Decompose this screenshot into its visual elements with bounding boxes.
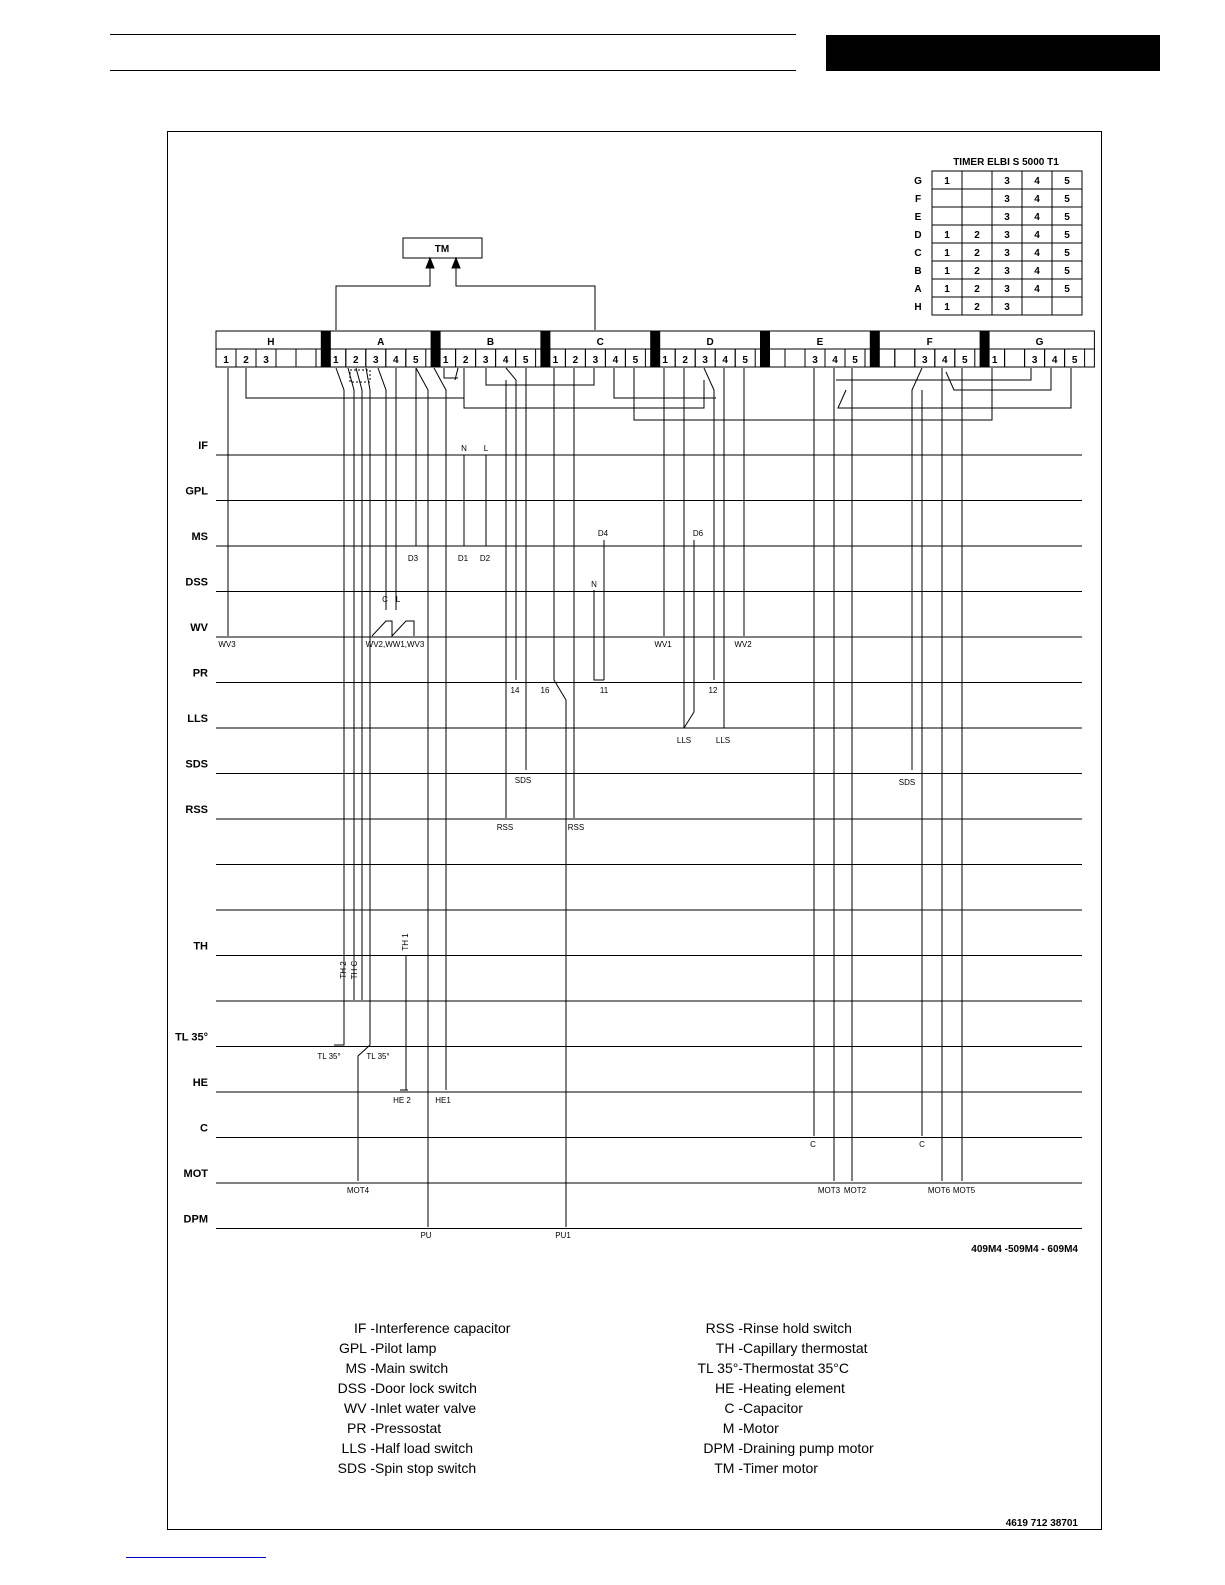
cam-terminal-number: 1 (662, 355, 668, 366)
cam-terminal-number: 4 (942, 355, 948, 366)
timer-table-cell-value: 3 (1004, 266, 1010, 277)
timer-table-cell-value: 5 (1064, 212, 1070, 223)
timer-table-cell-value: 5 (1064, 194, 1070, 205)
wire-label: LLS (676, 736, 692, 745)
cam-terminal-number: 5 (852, 355, 858, 366)
wire-label: WV1 (654, 640, 672, 649)
legend-text: Inlet water valve (375, 1400, 477, 1416)
timer-table-cell-value: 1 (944, 176, 950, 187)
cam-terminal-number: 4 (393, 355, 399, 366)
timer-table-cell (932, 207, 962, 225)
legend-text: Thermostat 35°C (743, 1360, 849, 1376)
timer-table-cell-value: 2 (974, 284, 980, 295)
timer-table-cell-value: 3 (1004, 212, 1010, 223)
legend-key: RSS - (705, 1320, 743, 1336)
timer-table-title: TIMER ELBI S 5000 T1 (953, 157, 1059, 168)
legend-key: HE - (715, 1380, 743, 1396)
timer-table-row-label: C (914, 248, 922, 259)
timer-table-cell-value: 4 (1034, 212, 1040, 223)
cam-terminal-number: 3 (1031, 355, 1038, 366)
wire-label: D4 (597, 529, 609, 538)
tm-arrow-left (426, 258, 434, 268)
wire-label: WV3 (218, 640, 236, 649)
wire-label: MOT2 (843, 1186, 867, 1195)
wire-label: TH 1 (401, 933, 410, 951)
rail-label: LLS (187, 713, 208, 725)
wire-label: MOT5 (952, 1186, 976, 1195)
timer-table-cell-value: 2 (974, 302, 980, 313)
cam-terminal-number: 3 (373, 355, 379, 366)
wire-a3-c (378, 368, 386, 610)
cam-label-h: H (267, 337, 275, 348)
timer-table-cell-value: 3 (1004, 248, 1010, 259)
cam-terminal-number: 3 (922, 355, 928, 366)
legend-text: Capacitor (743, 1400, 803, 1416)
wire-a5-pu (416, 368, 428, 1227)
legend-text: Main switch (375, 1360, 449, 1376)
wire-label: LLS (715, 736, 731, 745)
timer-table-row-label: A (914, 284, 922, 295)
wire-label: C (810, 1140, 816, 1149)
wv-symbol (372, 621, 414, 636)
timer-table-cell-value: 2 (974, 230, 980, 241)
timer-table-cell (962, 189, 992, 207)
wire-label: D6 (692, 529, 704, 538)
wiring-lines (228, 238, 1071, 1227)
wire-label: WV2,WW1,WV3 (365, 640, 425, 649)
wire-d3-12 (704, 368, 714, 680)
wire-a1-tl35 (334, 368, 344, 1045)
cam-terminal-number: 5 (962, 355, 968, 366)
cam-label-a: A (377, 337, 385, 348)
wire-label: 12 (708, 686, 718, 695)
wire-b4-14 (506, 368, 516, 680)
timer-table-cell-value: 2 (974, 266, 980, 277)
cam-separator (980, 331, 990, 367)
legend-key: WV - (343, 1400, 375, 1416)
wire-label: TH 2 (339, 961, 348, 979)
wire-label: RSS (496, 823, 514, 832)
wire-label: SDS (898, 778, 916, 787)
wire-label: N (461, 444, 467, 453)
timer-table-cell-value: 3 (1004, 230, 1010, 241)
wire-label: N (591, 580, 597, 589)
cam-terminal-number: 5 (742, 355, 748, 366)
legend-text: Pressostat (375, 1420, 442, 1436)
legend-row (690, 1458, 874, 1478)
wire-b1-he1 (434, 368, 446, 1090)
legend-key: M - (722, 1420, 743, 1436)
legend-row (690, 1338, 874, 1358)
cam-terminal-number: 4 (502, 355, 509, 366)
cam-terminal-number: 3 (263, 355, 269, 366)
legend-text: Motor (743, 1420, 779, 1436)
legend-key: DPM - (703, 1440, 743, 1456)
cam-terminal-number: 3 (702, 355, 708, 366)
tm-wire-left (336, 262, 430, 330)
legend-key: TL 35°- (697, 1360, 743, 1376)
wire-f3-sds (912, 368, 922, 770)
legend-text: Draining pump motor (743, 1440, 874, 1456)
legend-key: MS - (345, 1360, 375, 1376)
timer-table-cell-value: 2 (974, 248, 980, 259)
cam-terminal-number: 5 (632, 355, 639, 366)
legend-text: Capillary thermostat (743, 1340, 868, 1356)
legend-row (320, 1378, 510, 1398)
legend-row (690, 1418, 874, 1438)
wire-label: MOT6 (927, 1186, 951, 1195)
timer-table-cell-value: 1 (944, 284, 950, 295)
wire-label: WV2 (734, 640, 752, 649)
legend-left (320, 1318, 510, 1478)
wire-label: PU (420, 1231, 432, 1240)
timer-table-cell-value: 4 (1034, 194, 1040, 205)
cam-terminal (785, 349, 805, 367)
rail-label: IF (198, 440, 208, 452)
cam-terminal-number: 2 (572, 355, 579, 366)
wire-label: MOT3 (817, 1186, 841, 1195)
wire-label: RSS (567, 823, 585, 832)
cam-label-f: F (926, 337, 933, 348)
cam-terminal-number: 2 (353, 355, 359, 366)
legend-row (320, 1338, 510, 1358)
legend-key: DSS - (337, 1380, 375, 1396)
legend-row (690, 1358, 874, 1378)
wire-label: C (382, 595, 388, 604)
cam-label-d: D (706, 337, 714, 348)
timer-table-cell-value: 4 (1034, 176, 1040, 187)
document-number: 4619 712 38701 (1005, 1518, 1078, 1529)
cam-terminal-number: 2 (682, 355, 688, 366)
legend-text: Door lock switch (375, 1380, 477, 1396)
rail-label: SDS (185, 758, 208, 771)
wire-label: TL 35° (366, 1052, 390, 1061)
legend-row (690, 1438, 874, 1458)
cam-terminal (296, 349, 316, 367)
cam-terminal-number: 1 (333, 355, 339, 366)
timer-table-cell-value: 5 (1064, 284, 1070, 295)
legend-row (690, 1318, 874, 1338)
cam-terminal-number: 5 (413, 355, 419, 366)
footer-link-underline[interactable] (126, 1557, 266, 1558)
legend-text: Spin stop switch (375, 1460, 477, 1476)
tm-arrow-right (452, 258, 460, 268)
timer-table-cell-value: 1 (944, 230, 950, 241)
timer-table-row-label: G (914, 176, 922, 187)
wire-dss-n-11 (594, 590, 604, 680)
wire-label: L (395, 595, 401, 604)
wire-label: PU1 (555, 1231, 571, 1240)
rail-label: TH (193, 940, 208, 953)
legend-row (690, 1398, 874, 1418)
bus-b3-to-c3 (486, 368, 594, 385)
wire-c1-pu1 (554, 368, 566, 1227)
legend-row (320, 1458, 510, 1478)
wire-label: TL 35° (317, 1052, 341, 1061)
cam-terminal-number: 1 (442, 355, 449, 366)
legend-row (690, 1378, 874, 1398)
legend-text: Half load switch (375, 1440, 474, 1456)
cam-separator (870, 331, 880, 367)
bus-c5-to-g1 (634, 368, 992, 420)
timer-table-cell-value: 4 (1034, 284, 1040, 295)
timer-table-cell-value: 5 (1064, 176, 1070, 187)
rail-label: GPL (185, 485, 208, 498)
cam-terminal-number: 5 (1071, 355, 1078, 366)
cam-terminal-number: 3 (812, 355, 818, 366)
legend-key: TH - (715, 1340, 743, 1356)
cam-label-c: C (596, 337, 604, 348)
cam-terminal-number: 3 (592, 355, 599, 366)
legend-text: Heating element (743, 1380, 845, 1396)
timer-table-row-label: F (914, 194, 922, 205)
legend-key: TM - (714, 1460, 743, 1476)
rail-label: DPM (183, 1213, 208, 1226)
timer-table-row-label: H (914, 302, 922, 313)
legend-right (690, 1318, 874, 1478)
wire-label: HE 2 (393, 1096, 411, 1105)
timer-table-cell-value: 4 (1034, 248, 1040, 259)
legend-key: C - (724, 1400, 743, 1416)
legend-text: Timer motor (743, 1460, 818, 1476)
wire-label: D2 (479, 554, 491, 563)
legend-text: Rinse hold switch (743, 1320, 852, 1336)
rail-label: RSS (185, 804, 208, 816)
cam-terminal-number: 1 (223, 355, 229, 366)
cam-terminal-number: 1 (991, 355, 998, 366)
legend-key: IF - (354, 1320, 375, 1336)
cam-separator (650, 331, 660, 367)
timer-table-row-label: B (914, 266, 922, 277)
legend-row (320, 1418, 510, 1438)
cam-terminal (1005, 349, 1025, 367)
timer-table-row-label: D (914, 230, 922, 241)
timer-table-cell-value: 1 (944, 302, 950, 313)
legend-row (320, 1438, 510, 1458)
timer-table-cell-value: 4 (1034, 230, 1040, 241)
rail-label: WV (190, 622, 208, 634)
legend-text: Interference capacitor (375, 1320, 511, 1336)
bus-h2-to-b2 (246, 368, 464, 398)
wire-label: C (919, 1140, 925, 1149)
cam-terminal-number: 4 (722, 355, 728, 366)
cam-terminal (276, 349, 296, 367)
cam-terminal-number: 4 (612, 355, 619, 366)
timer-table-cell (962, 207, 992, 225)
rail-label: C (200, 1122, 208, 1135)
wire-label: D3 (407, 554, 419, 563)
rail-label: HE (192, 1077, 208, 1089)
wire-label: 16 (540, 686, 550, 695)
legend-row (320, 1318, 510, 1338)
cam-terminal-number: 4 (1051, 355, 1058, 366)
wire-label: D1 (457, 554, 469, 563)
cam-separator (431, 331, 441, 367)
cam-terminal-number: 3 (482, 355, 489, 366)
cam-separator (540, 331, 550, 367)
timer-table-row-label: E (914, 212, 922, 223)
wire-label: SDS (514, 776, 532, 785)
bus-g3 (836, 368, 1031, 380)
timer-table-cell-value: 3 (1004, 194, 1010, 205)
model-number: 409M4 -509M4 - 609M4 (971, 1244, 1078, 1255)
tm-label: TM (434, 244, 450, 255)
cam-terminal (895, 349, 915, 367)
wire-label: 11 (599, 686, 609, 695)
legend-key: GPL - (338, 1340, 375, 1356)
timer-table-cell-value: 5 (1064, 230, 1070, 241)
wire-a2-th2 (348, 368, 354, 1000)
wire-label: L (483, 444, 489, 453)
wire-d6-lls (684, 540, 694, 728)
rail-label: DSS (185, 576, 208, 589)
legend-key: PR - (347, 1420, 375, 1436)
legend-key: LLS - (341, 1440, 375, 1456)
cam-terminal-number: 4 (832, 355, 838, 366)
cam-label-e: E (816, 337, 824, 348)
timer-table-cell (962, 171, 992, 189)
timer-table-cell-value: 1 (944, 248, 950, 259)
legend-text: Pilot lamp (375, 1340, 437, 1356)
wire-label: HE1 (435, 1096, 451, 1105)
cam-terminal-number: 2 (243, 355, 249, 366)
bus-b2-to-d3 (464, 368, 704, 408)
timer-table-cell (932, 189, 962, 207)
cam-terminal-number: 2 (462, 355, 469, 366)
timer-table-cell-value: 4 (1034, 266, 1040, 277)
bus-e5-to-g5 (838, 368, 1071, 408)
cam-terminal-number: 5 (522, 355, 529, 366)
rail-label: MOT (183, 1168, 208, 1180)
timer-table-cell-value: 3 (1004, 302, 1010, 313)
legend-key: SDS - (337, 1460, 375, 1476)
timer-table-cell-value: 3 (1004, 284, 1010, 295)
wire-label: 14 (510, 686, 520, 695)
wire-a2-thc (356, 368, 362, 1000)
timer-table-cell-value: 3 (1004, 176, 1010, 187)
rail-label: TL 35° (175, 1031, 208, 1044)
legend-row (320, 1358, 510, 1378)
rail-label: PR (192, 667, 208, 680)
timer-table-cell-value: 5 (1064, 248, 1070, 259)
timer-table-cell-value: 1 (944, 266, 950, 277)
rail-label: MS (191, 531, 208, 543)
wire-label: MOT4 (346, 1186, 370, 1195)
cam-separator (760, 331, 770, 367)
tm-wire-right (456, 262, 595, 330)
timer-table-cell (1052, 297, 1082, 315)
cam-terminal-number: 1 (552, 355, 559, 366)
legend-row (320, 1398, 510, 1418)
timer-table-cell-value: 5 (1064, 266, 1070, 277)
wire-label: TH C (350, 960, 359, 980)
cam-separator (321, 331, 331, 367)
cam-label-g: G (1035, 337, 1044, 348)
cam-label-b: B (486, 337, 495, 348)
bus-c4 (614, 368, 716, 398)
timer-table-cell (1022, 297, 1052, 315)
